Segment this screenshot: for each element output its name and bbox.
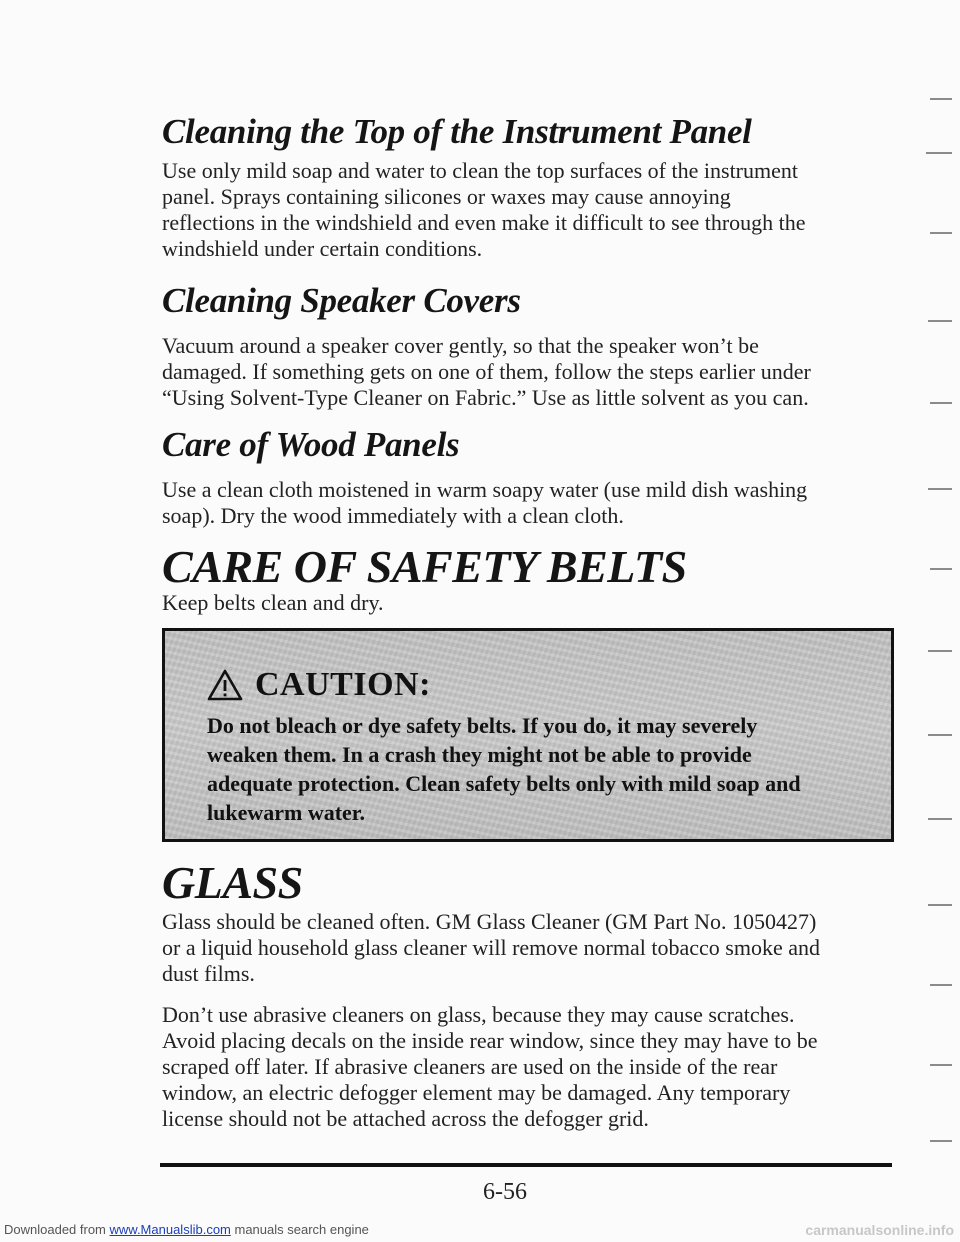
margin-tick-marks — [910, 0, 960, 1242]
heading-glass: GLASS — [162, 857, 303, 908]
warning-triangle-icon — [207, 669, 243, 701]
para-glass-2: Don’t use abrasive cleaners on glass, because they may cause scratches. Avoid placing decals on the inside rear window, since they may have to be scraped off later. If abrasive cleaners are used on the inside of the rear window, an electric defogger element may be damaged. Any temporary license should not be attached across the defogger grid. — [162, 1002, 818, 1131]
heading-safety-belts: CARE OF SAFETY BELTS — [162, 541, 687, 592]
heading-instrument-panel: Cleaning the Top of the Instrument Panel — [162, 112, 752, 151]
page-number: 6-56 — [483, 1179, 527, 1205]
caution-box — [162, 628, 894, 842]
download-footer: Downloaded from www.Manualslib.com manuals search engine — [4, 1222, 369, 1237]
para-instrument-panel: Use only mild soap and water to clean the top surfaces of the instrument panel. Sprays containing silicones or waxes may cause annoying reflections in the windshield and even make it difficult to see through the windshield under certain conditions. — [162, 158, 806, 261]
heading-wood-panels: Care of Wood Panels — [162, 425, 460, 464]
watermark-text: carmanualsonline.info — [805, 1222, 954, 1238]
para-speaker-covers: Vacuum around a speaker cover gently, so that the speaker won’t be damaged. If something gets on one of them, follow the steps earlier under “Using Solvent-Type Cleaner on Fabric.” Use as little solvent as you can. — [162, 333, 811, 410]
para-safety-belts: Keep belts clean and dry. — [162, 590, 384, 615]
para-glass-1: Glass should be cleaned often. GM Glass Cleaner (GM Part No. 1050427) or a liquid household glass cleaner will remove normal tobacco smoke and dust films. — [162, 909, 820, 986]
caution-text: Do not bleach or dye safety belts. If you do, it may severely weaken them. In a crash they might not be able to provide adequate protection. Clean safety belts only with mild soap and lukewarm water. — [207, 713, 801, 825]
heading-speaker-covers: Cleaning Speaker Covers — [162, 281, 521, 320]
para-wood-panels: Use a clean cloth moistened in warm soapy water (use mild dish washing soap). Dry the wood immediately with a clean cloth. — [162, 477, 808, 528]
caution-title: CAUTION: — [255, 666, 431, 703]
footer-rule — [160, 1163, 892, 1167]
manualslib-link[interactable]: www.Manualslib.com — [109, 1222, 231, 1237]
caution-header — [207, 667, 431, 703]
